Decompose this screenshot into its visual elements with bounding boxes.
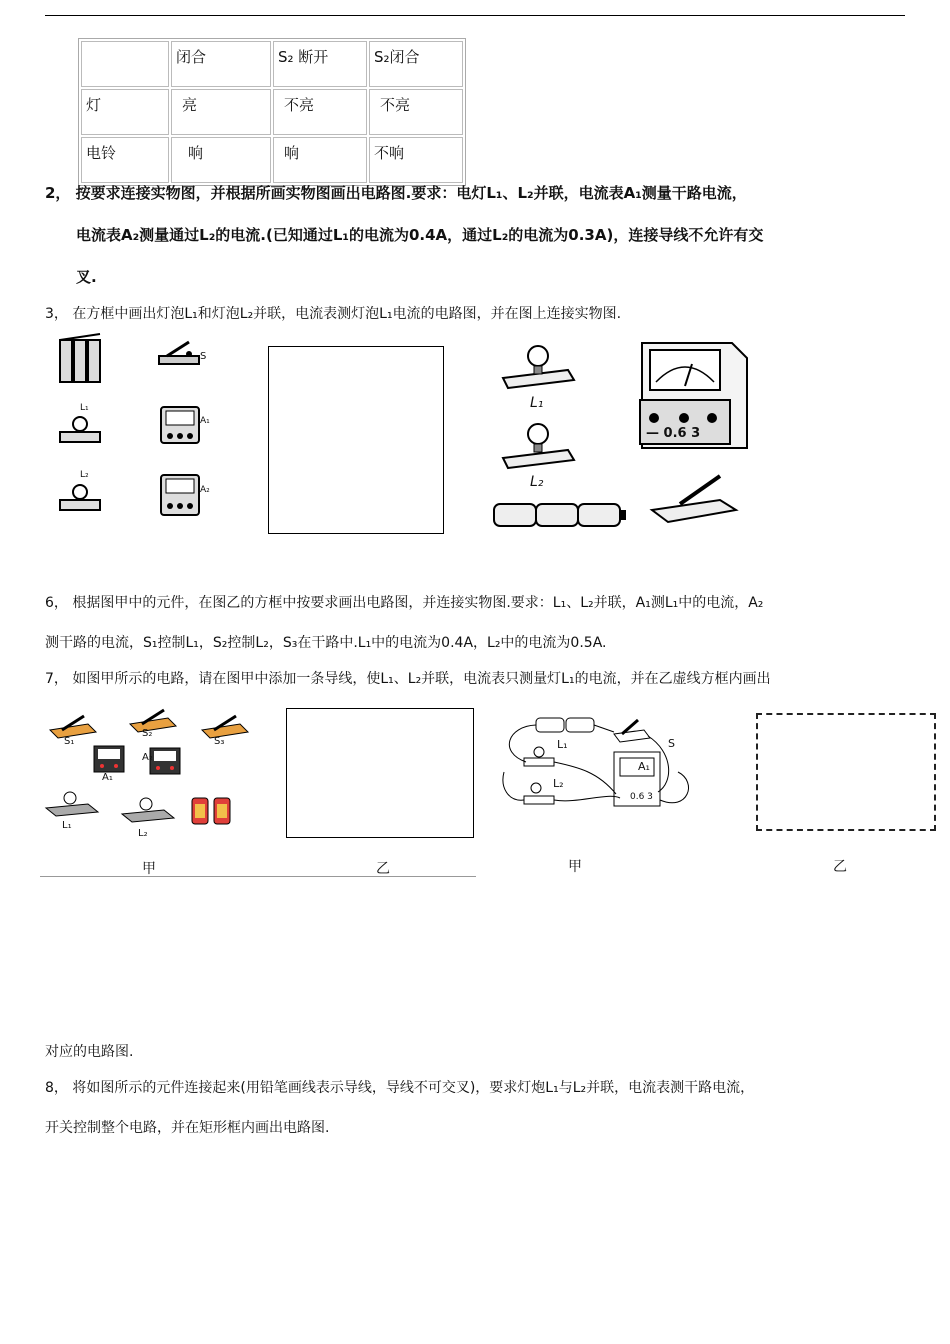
fig7-a1-label: A₁ <box>638 760 650 773</box>
table-cell: 电铃 <box>81 137 169 183</box>
ammeter-a1-icon <box>158 404 203 446</box>
l2-label: L₂ <box>80 470 89 480</box>
l2-small-label: L₂ <box>138 828 148 839</box>
battery-icon <box>58 332 103 387</box>
switch-label: S <box>200 351 207 362</box>
table-cell: 不亮 <box>369 89 463 135</box>
switch-s3-icon <box>200 710 250 740</box>
table-cell: 响 <box>273 137 367 183</box>
bulb-l2-icon <box>58 480 103 515</box>
fig7-caption-jia: 甲 <box>568 859 582 875</box>
q3-answer-box <box>268 346 444 534</box>
q3-line1: 3， 在方框中画出灯泡L₁和灯泡L₂并联，电流表测灯泡L₁电流的电路图，并在图上连接实物图. <box>45 306 622 322</box>
table-cell: S₂ 断开 <box>273 41 367 87</box>
a2-small-label: A₂ <box>142 752 153 763</box>
switch-s2-icon <box>128 704 178 734</box>
fig6-caption-yi: 乙 <box>376 861 390 877</box>
q7-line1: 7， 如图甲所示的电路，请在图甲中添加一条导线，使L₁、L₂并联，电流表只测量灯L₁的电流，并在乙虚线方框内画出 <box>45 671 771 687</box>
l1-small-label: L₁ <box>62 820 72 831</box>
q2-line3: 叉. <box>76 268 97 286</box>
fig6-answer-box <box>286 708 474 838</box>
a1-small-label: A₁ <box>102 772 113 783</box>
table-row <box>81 89 463 135</box>
bulb-l1-icon <box>58 412 103 447</box>
battery-pack-icon <box>492 500 632 530</box>
table-cell: 响 <box>171 137 271 183</box>
table-cell: 不响 <box>369 137 463 183</box>
right-l1-label: L₁ <box>530 395 544 411</box>
ammeter-large-icon <box>632 338 750 464</box>
s1-label: S₁ <box>64 736 75 747</box>
bulb-l1-small-icon <box>44 788 100 818</box>
fig7-circuit-diagram <box>498 712 700 816</box>
table-row <box>81 41 463 87</box>
switch-state-table <box>78 38 466 186</box>
table-cell: 灯 <box>81 89 169 135</box>
q7-line2: 对应的电路图. <box>45 1044 134 1060</box>
table-cell: 亮 <box>171 89 271 135</box>
fig7-s-label: S <box>668 737 675 750</box>
bulb-l2-small-icon <box>120 794 176 824</box>
ammeter-a1-small-icon <box>92 744 126 774</box>
table-cell <box>81 41 169 87</box>
fig7-meter-label: 0.6 3 <box>630 792 653 802</box>
fig6-divider <box>40 876 476 877</box>
s3-label: S₃ <box>214 736 225 747</box>
table-cell: S₂闭合 <box>369 41 463 87</box>
a2-label: A₂ <box>200 485 210 495</box>
q8-line2: 开关控制整个电路，并在矩形框内画出电路图. <box>45 1120 330 1136</box>
fig7-dashed-answer-box <box>756 713 936 831</box>
s2-label: S₂ <box>142 728 153 739</box>
right-l2-label: L₂ <box>530 474 544 490</box>
table-cell: 闭合 <box>171 41 271 87</box>
bulb-l1-realistic-icon <box>498 340 578 390</box>
q2-line1: 2， 按要求连接实物图，并根据所画实物图画出电路图.要求：电灯L₁、L₂并联，电流表A₁测量干路电流， <box>45 184 747 202</box>
knife-switch-icon <box>650 470 742 526</box>
a1-label: A₁ <box>200 416 210 426</box>
meter-terminal-labels: — 0.6 3 <box>646 426 701 441</box>
fig7-l2-label: L₂ <box>553 777 564 790</box>
q8-line1: 8， 将如图所示的元件连接起来(用铅笔画线表示导线，导线不可交叉)，要求灯炮L₁与L₂并联，电流表测干路电流， <box>45 1080 755 1096</box>
ammeter-a2-small-icon <box>148 746 182 776</box>
fig7-l1-label: L₁ <box>557 738 568 751</box>
ammeter-a2-icon <box>158 472 203 520</box>
bulb-l2-realistic-icon <box>498 418 578 470</box>
fig7-caption-yi: 乙 <box>833 859 847 875</box>
table-cell: 不亮 <box>273 89 367 135</box>
q6-line1: 6， 根据图甲中的元件，在图乙的方框中按要求画出电路图，并连接实物图.要求：L₁、L₂并联，A₁测L₁中的电流，A₂ <box>45 595 764 611</box>
q2-line2: 电流表A₂测量通过L₂的电流.(已知通过L₁的电流为0.4A，通过L₂的电流为0.3A)，连接导线不允许有交 <box>76 226 764 244</box>
fig6-caption-jia: 甲 <box>142 861 156 877</box>
top-rule <box>45 15 905 16</box>
table-row <box>81 137 463 183</box>
q6-line2: 测干路的电流，S₁控制L₁，S₂控制L₂，S₃在干路中.L₁中的电流为0.4A，L₂中的电流为0.5A. <box>45 635 607 651</box>
batteries-icon <box>190 794 234 826</box>
l1-label: L₁ <box>80 403 89 413</box>
